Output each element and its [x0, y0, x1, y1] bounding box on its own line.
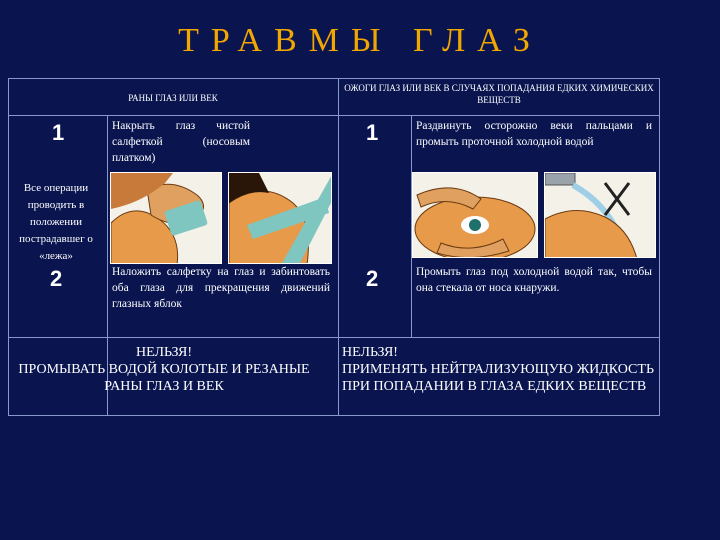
divider — [9, 115, 659, 116]
right-step2-text: Промыть глаз под холодной водой так, чтобы она стекала от носа кнаружи. — [416, 266, 652, 294]
right-step1-number: 1 — [366, 120, 379, 145]
right-step1-text: Раздвинуть осторожно веки пальцами и промыть проточной холодной водой — [416, 120, 652, 148]
left-step2-number: 2 — [50, 266, 63, 291]
left-step1-number: 1 — [52, 120, 65, 145]
right-column-header: ОЖОГИ ГЛАЗ ИЛИ ВЕК В СЛУЧАЯХ ПОПАДАНИЯ ЕДКИХ ХИМИЧЕСКИХ ВЕЩЕСТВ — [344, 83, 654, 105]
left-step2-text: Наложить салфетку на глаз и забинтовать оба глаза для прекращения движений глазных яблок — [112, 266, 330, 310]
left-column-header: РАНЫ ГЛАЗ ИЛИ ВЕК — [128, 93, 218, 103]
divider — [338, 79, 339, 415]
right-warning — [342, 344, 654, 395]
right-warning-text: ПРИМЕНЯТЬ НЕЙТРАЛИЗУЮЩУЮ ЖИДКОСТЬ ПРИ ПОПАДАНИИ В ГЛАЗА ЕДКИХ ВЕЩЕСТВ — [342, 362, 654, 394]
rinse-eye-drawing — [545, 173, 656, 258]
left-warning-text: ПРОМЫВАТЬ ВОДОЙ КОЛОТЫЕ И РЕЗАНЫЕ РАНЫ ГЛАЗ И ВЕК — [18, 362, 310, 394]
right-step2-number: 2 — [366, 266, 379, 291]
bandage-drawing — [229, 173, 332, 264]
bandage-eyes-illustration — [228, 172, 332, 264]
cover-eye-illustration — [110, 172, 222, 264]
right-warning-title: НЕЛЬЗЯ! — [342, 345, 398, 360]
side-note: Все операции проводить в положении пострадавшег о «лежа» — [19, 182, 93, 262]
left-warning — [14, 344, 314, 395]
left-warning-title: НЕЛЬЗЯ! — [136, 345, 192, 360]
open-eyelids-drawing — [413, 173, 538, 258]
divider — [9, 337, 659, 338]
cover-eye-drawing — [111, 173, 222, 264]
rinse-eye-illustration — [544, 172, 656, 258]
page-title: ТРАВМЫ ГЛАЗ — [178, 22, 542, 59]
left-step1-text: Накрыть глаз чистой салфеткой (носовым платком) — [112, 120, 250, 164]
open-eyelids-illustration — [412, 172, 538, 258]
